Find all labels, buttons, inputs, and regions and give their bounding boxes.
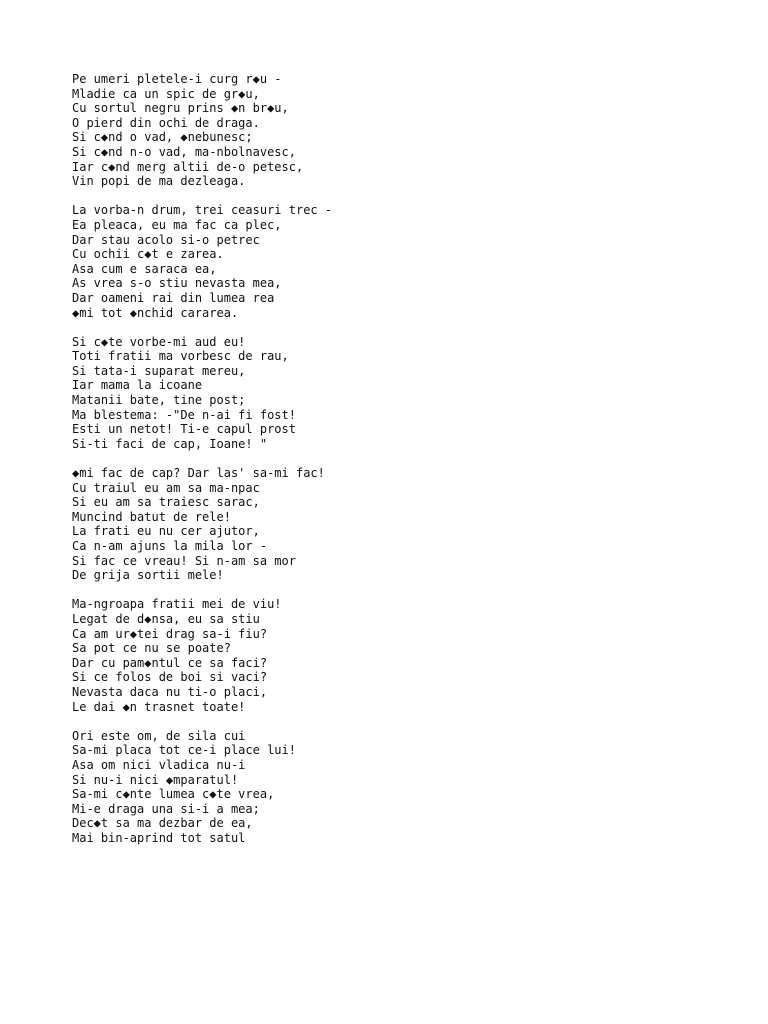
poem-line: Vin popi de ma dezleaga.	[72, 174, 246, 189]
poem-line: Ea pleaca, eu ma fac ca plec,	[72, 217, 282, 232]
poem-text	[72, 72, 712, 860]
poem-line: Ori este om, de sila cui	[72, 728, 246, 743]
poem-line: Asa cum e saraca ea,	[72, 261, 217, 276]
poem-line: Sa pot ce nu se poate?	[72, 641, 231, 656]
poem-line: Mladie ca un spic de gr◆u,	[72, 86, 260, 101]
poem-line: O pierd din ochi de draga.	[72, 115, 260, 130]
poem-line: La frati eu nu cer ajutor,	[72, 524, 260, 539]
stanza	[72, 466, 712, 583]
poem-line: Sa-mi placa tot ce-i place lui!	[72, 743, 296, 758]
poem-line: Iar c◆nd merg altii de-o petesc,	[72, 159, 304, 174]
poem-line: Si c◆nd o vad, ◆nebunesc;	[72, 130, 253, 145]
poem-line: Ca am ur◆tei drag sa-i fiu?	[72, 626, 268, 641]
poem-line: Legat de d◆nsa, eu sa stiu	[72, 611, 260, 626]
poem-line: Dec◆t sa ma dezbar de ea,	[72, 816, 253, 831]
poem-line: Si fac ce vreau! Si n-am sa mor	[72, 553, 296, 568]
poem-line: Mi-e draga una si-i a mea;	[72, 801, 260, 816]
poem-line: Si eu am sa traiesc sarac,	[72, 495, 260, 510]
poem-line: Dar stau acolo si-o petrec	[72, 232, 260, 247]
poem-line: Pe umeri pletele-i curg r◆u -	[72, 72, 282, 86]
poem-line: Si c◆nd n-o vad, ma-nbolnavesc,	[72, 144, 296, 159]
poem-line: Si nu-i nici ◆mparatul!	[72, 772, 239, 787]
poem-line: Nevasta daca nu ti-o placi,	[72, 684, 268, 699]
poem-line: Dar oameni rai din lumea rea	[72, 290, 275, 305]
stanza	[72, 72, 712, 189]
poem-line: ◆mi tot ◆nchid cararea.	[72, 305, 239, 320]
poem-line: Si-ti faci de cap, Ioane! "	[72, 436, 268, 451]
poem-line: Mai bin-aprind tot satul	[72, 830, 246, 845]
poem-line: ◆mi fac de cap? Dar las' sa-mi fac!	[72, 466, 325, 481]
poem-line: Si ce folos de boi si vaci?	[72, 670, 268, 685]
poem-line: Matanii bate, tine post;	[72, 393, 246, 408]
poem-line: Esti un netot! Ti-e capul prost	[72, 422, 296, 437]
poem-line: Si c◆te vorbe-mi aud eu!	[72, 334, 246, 349]
stanza	[72, 729, 712, 846]
poem-line: Ca n-am ajuns la mila lor -	[72, 539, 268, 553]
poem-line: Le dai ◆n trasnet toate!	[72, 699, 246, 714]
poem-line: Si tata-i suparat mereu,	[72, 363, 246, 378]
poem-line: As vrea s-o stiu nevasta mea,	[72, 276, 282, 291]
poem-line: Dar cu pam◆ntul ce sa faci?	[72, 655, 268, 670]
poem-line: Toti fratii ma vorbesc de rau,	[72, 349, 289, 364]
poem-line: Asa om nici vladica nu-i	[72, 757, 246, 772]
poem-line: Cu traiul eu am sa ma-npac	[72, 480, 260, 495]
poem-line: Ma blestema: -"De n-ai fi fost!	[72, 407, 296, 422]
poem-line: Muncind batut de rele!	[72, 509, 231, 524]
poem-line: Cu ochii c◆t e zarea.	[72, 247, 224, 262]
stanza	[72, 203, 712, 320]
poem-line: De grija sortii mele!	[72, 568, 224, 583]
stanza	[72, 335, 712, 452]
poem-line: La vorba-n drum, trei ceasuri trec -	[72, 203, 333, 218]
poem-line: Sa-mi c◆nte lumea c◆te vrea,	[72, 787, 275, 802]
stanza	[72, 597, 712, 714]
poem-line: Ma-ngroapa fratii mei de viu!	[72, 597, 282, 612]
poem-line: Iar mama la icoane	[72, 378, 203, 393]
poem-line: Cu sortul negru prins ◆n br◆u,	[72, 101, 289, 116]
